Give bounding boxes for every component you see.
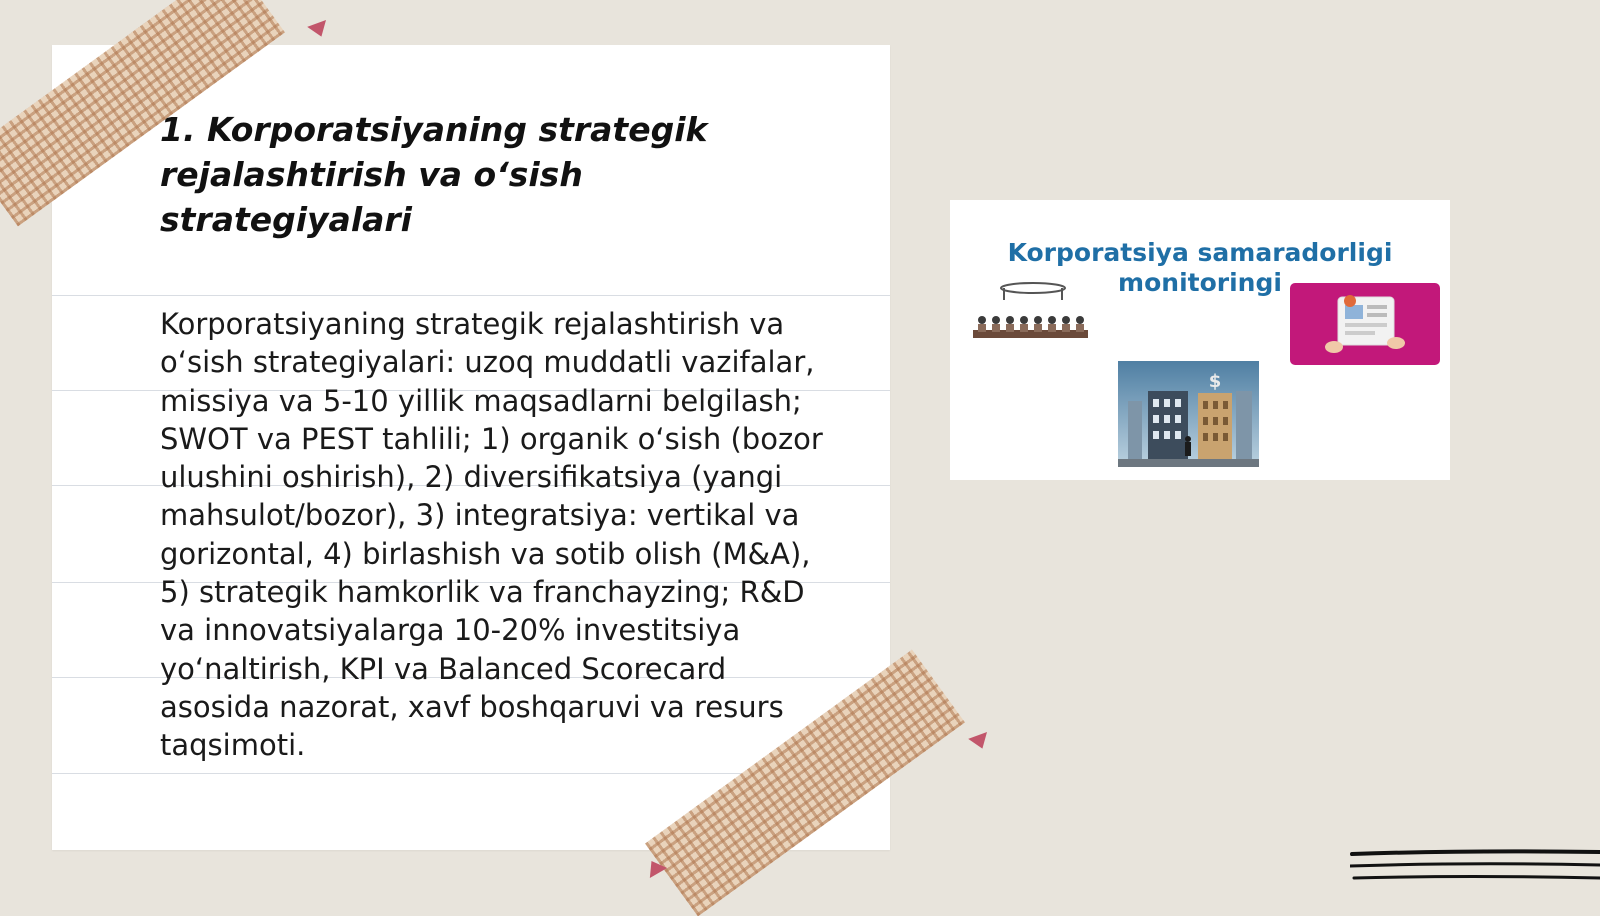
pin-icon: [968, 732, 992, 752]
brush-lines-decoration: [1350, 848, 1600, 888]
city-buildings-dollar-icon: [1118, 361, 1259, 467]
note-paper: [52, 45, 890, 850]
slide-image: [950, 200, 1450, 480]
meeting-room-icon: [968, 276, 1093, 356]
pin-icon: [307, 20, 331, 40]
slide-title: 1. Korporatsiyaning strategik rejalashtirish va o‘sish strategiyalari: [160, 110, 708, 239]
image-title: Korporatsiya samaradorligi monitoringi: [1007, 238, 1393, 297]
tablet-dashboard-icon: [1290, 283, 1440, 365]
svg-text:$: $: [1208, 371, 1222, 392]
ruled-line: [52, 295, 890, 296]
slide-body-text: Korporatsiyaning strategik rejalashtirish va o‘sish strategiyalari: uzoq muddatli vazifalar, missiya va 5-10 yillik maqsadlarni belgilash; SWOT va PEST tahlili; 1) organik o‘sish (bozor ulushini oshirish), 2) diversifikatsiya (yangi mahsulot/bozor), 3) integratsiya: vertikal va gorizontal, 4) birlashish va sotib olish (M&A), 5) strategik hamkorlik va franchayzing; R&D va innovatsiyalarga 10-20% investitsiya yo‘naltirish, KPI va Balanced Scorecard asosida nazorat, xavf boshqaruvi va resurs taqsimoti.: [160, 307, 823, 763]
